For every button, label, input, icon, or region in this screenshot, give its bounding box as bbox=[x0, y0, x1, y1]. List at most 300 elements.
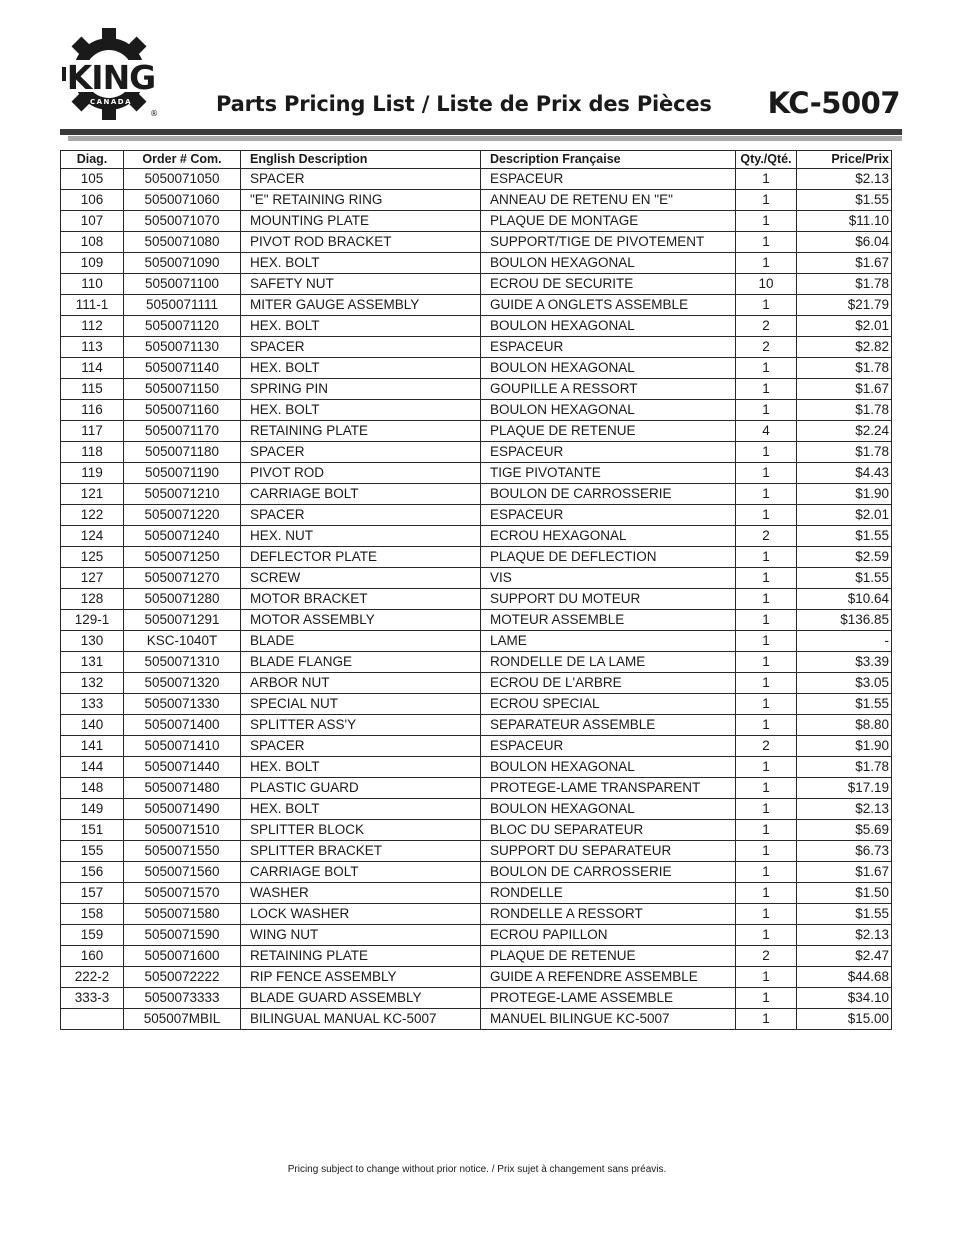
parts-table bbox=[60, 150, 892, 1030]
cell-english: "E" RETAINING RING bbox=[241, 190, 481, 211]
cell-order: 5050071070 bbox=[124, 211, 241, 232]
cell-order: 5050071330 bbox=[124, 694, 241, 715]
cell-diag: 129-1 bbox=[61, 610, 124, 631]
cell-order: 5050071440 bbox=[124, 757, 241, 778]
cell-english: ARBOR NUT bbox=[241, 673, 481, 694]
cell-english: SPLITTER ASS'Y bbox=[241, 715, 481, 736]
cell-price: $4.43 bbox=[797, 463, 892, 484]
cell-english: RETAINING PLATE bbox=[241, 946, 481, 967]
cell-french: TIGE PIVOTANTE bbox=[481, 463, 736, 484]
cell-price: $1.78 bbox=[797, 358, 892, 379]
cell-price: $1.67 bbox=[797, 253, 892, 274]
table-row bbox=[61, 442, 892, 463]
cell-order: 5050071480 bbox=[124, 778, 241, 799]
table-row bbox=[61, 505, 892, 526]
cell-diag: 107 bbox=[61, 211, 124, 232]
cell-order: 5050071060 bbox=[124, 190, 241, 211]
cell-english: HEX. BOLT bbox=[241, 400, 481, 421]
cell-qty: 1 bbox=[736, 547, 797, 568]
cell-order: 5050071291 bbox=[124, 610, 241, 631]
cell-price: $1.78 bbox=[797, 442, 892, 463]
cell-qty: 1 bbox=[736, 820, 797, 841]
cell-english: CARRIAGE BOLT bbox=[241, 484, 481, 505]
cell-price: $17.19 bbox=[797, 778, 892, 799]
cell-french: MOTEUR ASSEMBLE bbox=[481, 610, 736, 631]
cell-french: PROTEGE-LAME ASSEMBLE bbox=[481, 988, 736, 1009]
cell-french: RONDELLE bbox=[481, 883, 736, 904]
cell-french: BLOC DU SEPARATEUR bbox=[481, 820, 736, 841]
cell-english: BLADE bbox=[241, 631, 481, 652]
cell-order: 5050071111 bbox=[124, 295, 241, 316]
cell-qty: 1 bbox=[736, 862, 797, 883]
cell-french: SUPPORT DU SEPARATEUR bbox=[481, 841, 736, 862]
cell-price: $34.10 bbox=[797, 988, 892, 1009]
cell-order: 5050071550 bbox=[124, 841, 241, 862]
cell-diag: 108 bbox=[61, 232, 124, 253]
cell-french: BOULON HEXAGONAL bbox=[481, 400, 736, 421]
cell-price: $1.50 bbox=[797, 883, 892, 904]
table-row bbox=[61, 568, 892, 589]
cell-order: 5050071210 bbox=[124, 484, 241, 505]
cell-order: 505007MBIL bbox=[124, 1009, 241, 1030]
logo-wordmark: KING bbox=[66, 58, 156, 97]
cell-french: BOULON DE CARROSSERIE bbox=[481, 862, 736, 883]
cell-price: $2.24 bbox=[797, 421, 892, 442]
cell-price: $5.69 bbox=[797, 820, 892, 841]
cell-english: BILINGUAL MANUAL KC-5007 bbox=[241, 1009, 481, 1030]
cell-price: $3.05 bbox=[797, 673, 892, 694]
cell-french: ESPACEUR bbox=[481, 169, 736, 190]
header-price: Price/Prix bbox=[797, 151, 892, 169]
table-row bbox=[61, 988, 892, 1009]
cell-qty: 1 bbox=[736, 358, 797, 379]
cell-price: $2.13 bbox=[797, 925, 892, 946]
cell-order: 5050071570 bbox=[124, 883, 241, 904]
table-row bbox=[61, 589, 892, 610]
header-english: English Description bbox=[241, 151, 481, 169]
cell-diag bbox=[61, 1009, 124, 1030]
table-row bbox=[61, 358, 892, 379]
cell-order: 5050071100 bbox=[124, 274, 241, 295]
cell-diag: 117 bbox=[61, 421, 124, 442]
page-title: Parts Pricing List / Liste de Prix des Pièces bbox=[216, 92, 712, 116]
cell-english: HEX. BOLT bbox=[241, 316, 481, 337]
cell-qty: 2 bbox=[736, 316, 797, 337]
cell-french: BOULON HEXAGONAL bbox=[481, 757, 736, 778]
cell-qty: 1 bbox=[736, 169, 797, 190]
cell-french: GUIDE A ONGLETS ASSEMBLE bbox=[481, 295, 736, 316]
cell-french: ANNEAU DE RETENU EN "E" bbox=[481, 190, 736, 211]
cell-diag: 157 bbox=[61, 883, 124, 904]
cell-qty: 1 bbox=[736, 883, 797, 904]
cell-order: 5050073333 bbox=[124, 988, 241, 1009]
cell-qty: 1 bbox=[736, 589, 797, 610]
header-order: Order # Com. bbox=[124, 151, 241, 169]
cell-diag: 160 bbox=[61, 946, 124, 967]
table-row bbox=[61, 904, 892, 925]
cell-french: BOULON HEXAGONAL bbox=[481, 316, 736, 337]
table-row bbox=[61, 463, 892, 484]
cell-order: 5050071600 bbox=[124, 946, 241, 967]
table-row bbox=[61, 232, 892, 253]
cell-qty: 1 bbox=[736, 799, 797, 820]
cell-qty: 1 bbox=[736, 988, 797, 1009]
cell-french: ESPACEUR bbox=[481, 736, 736, 757]
cell-price: $8.80 bbox=[797, 715, 892, 736]
cell-price: $2.13 bbox=[797, 799, 892, 820]
cell-diag: 121 bbox=[61, 484, 124, 505]
cell-french: SUPPORT/TIGE DE PIVOTEMENT bbox=[481, 232, 736, 253]
table-row bbox=[61, 631, 892, 652]
table-row bbox=[61, 610, 892, 631]
cell-order: 5050071190 bbox=[124, 463, 241, 484]
cell-french: PLAQUE DE RETENUE bbox=[481, 421, 736, 442]
cell-qty: 1 bbox=[736, 190, 797, 211]
cell-french: BOULON HEXAGONAL bbox=[481, 253, 736, 274]
cell-order: 5050071080 bbox=[124, 232, 241, 253]
table-row bbox=[61, 778, 892, 799]
cell-qty: 1 bbox=[736, 232, 797, 253]
cell-english: MOTOR ASSEMBLY bbox=[241, 610, 481, 631]
cell-english: WING NUT bbox=[241, 925, 481, 946]
cell-diag: 127 bbox=[61, 568, 124, 589]
cell-qty: 1 bbox=[736, 967, 797, 988]
cell-diag: 132 bbox=[61, 673, 124, 694]
table-row bbox=[61, 379, 892, 400]
cell-diag: 115 bbox=[61, 379, 124, 400]
cell-diag: 118 bbox=[61, 442, 124, 463]
table-row bbox=[61, 862, 892, 883]
table-row bbox=[61, 799, 892, 820]
cell-english: SPACER bbox=[241, 337, 481, 358]
cell-french: BOULON DE CARROSSERIE bbox=[481, 484, 736, 505]
cell-price: $1.67 bbox=[797, 379, 892, 400]
cell-english: RIP FENCE ASSEMBLY bbox=[241, 967, 481, 988]
cell-qty: 1 bbox=[736, 841, 797, 862]
cell-price: $1.55 bbox=[797, 190, 892, 211]
cell-english: MOTOR BRACKET bbox=[241, 589, 481, 610]
table-row bbox=[61, 967, 892, 988]
cell-diag: 105 bbox=[61, 169, 124, 190]
cell-french: PLAQUE DE MONTAGE bbox=[481, 211, 736, 232]
cell-price: $1.55 bbox=[797, 568, 892, 589]
cell-english: SCREW bbox=[241, 568, 481, 589]
cell-english: PIVOT ROD bbox=[241, 463, 481, 484]
cell-diag: 113 bbox=[61, 337, 124, 358]
cell-diag: 155 bbox=[61, 841, 124, 862]
cell-order: KSC-1040T bbox=[124, 631, 241, 652]
cell-english: SPRING PIN bbox=[241, 379, 481, 400]
cell-price: $44.68 bbox=[797, 967, 892, 988]
cell-diag: 114 bbox=[61, 358, 124, 379]
cell-french: BOULON HEXAGONAL bbox=[481, 799, 736, 820]
cell-price: $6.04 bbox=[797, 232, 892, 253]
cell-qty: 1 bbox=[736, 673, 797, 694]
cell-french: GUIDE A REFENDRE ASSEMBLE bbox=[481, 967, 736, 988]
cell-english: RETAINING PLATE bbox=[241, 421, 481, 442]
logo-subtext: CANADA bbox=[89, 98, 133, 106]
cell-french: PLAQUE DE RETENUE bbox=[481, 946, 736, 967]
cell-order: 5050071560 bbox=[124, 862, 241, 883]
cell-price: $1.55 bbox=[797, 694, 892, 715]
cell-diag: 110 bbox=[61, 274, 124, 295]
cell-english: WASHER bbox=[241, 883, 481, 904]
cell-qty: 1 bbox=[736, 295, 797, 316]
cell-qty: 1 bbox=[736, 484, 797, 505]
cell-order: 5050071090 bbox=[124, 253, 241, 274]
cell-diag: 112 bbox=[61, 316, 124, 337]
cell-french: ECROU DE SECURITE bbox=[481, 274, 736, 295]
cell-diag: 111-1 bbox=[61, 295, 124, 316]
cell-english: PLASTIC GUARD bbox=[241, 778, 481, 799]
cell-price: $2.01 bbox=[797, 505, 892, 526]
cell-qty: 1 bbox=[736, 253, 797, 274]
cell-order: 5050071170 bbox=[124, 421, 241, 442]
table-row bbox=[61, 925, 892, 946]
header-qty: Qty./Qté. bbox=[736, 151, 797, 169]
cell-french: RONDELLE DE LA LAME bbox=[481, 652, 736, 673]
cell-price: $1.78 bbox=[797, 400, 892, 421]
table-row bbox=[61, 820, 892, 841]
cell-qty: 1 bbox=[736, 379, 797, 400]
cell-french: ECROU HEXAGONAL bbox=[481, 526, 736, 547]
cell-english: HEX. BOLT bbox=[241, 358, 481, 379]
cell-price: $6.73 bbox=[797, 841, 892, 862]
cell-diag: 158 bbox=[61, 904, 124, 925]
cell-french: RONDELLE A RESSORT bbox=[481, 904, 736, 925]
cell-qty: 1 bbox=[736, 757, 797, 778]
cell-order: 5050071160 bbox=[124, 400, 241, 421]
table-row bbox=[61, 526, 892, 547]
cell-french: ECROU SPECIAL bbox=[481, 694, 736, 715]
cell-price: $21.79 bbox=[797, 295, 892, 316]
cell-price: $11.10 bbox=[797, 211, 892, 232]
table-row bbox=[61, 211, 892, 232]
cell-price: $136.85 bbox=[797, 610, 892, 631]
cell-order: 5050071130 bbox=[124, 337, 241, 358]
cell-french: MANUEL BILINGUE KC-5007 bbox=[481, 1009, 736, 1030]
cell-diag: 128 bbox=[61, 589, 124, 610]
cell-qty: 1 bbox=[736, 211, 797, 232]
header-rule-shadow bbox=[68, 136, 902, 141]
cell-diag: 119 bbox=[61, 463, 124, 484]
cell-order: 5050071310 bbox=[124, 652, 241, 673]
cell-order: 5050071240 bbox=[124, 526, 241, 547]
cell-order: 5050071270 bbox=[124, 568, 241, 589]
cell-english: HEX. BOLT bbox=[241, 757, 481, 778]
cell-french: BOULON HEXAGONAL bbox=[481, 358, 736, 379]
cell-order: 5050071150 bbox=[124, 379, 241, 400]
cell-order: 5050071120 bbox=[124, 316, 241, 337]
cell-diag: 131 bbox=[61, 652, 124, 673]
cell-price: $10.64 bbox=[797, 589, 892, 610]
cell-diag: 125 bbox=[61, 547, 124, 568]
king-canada-logo bbox=[62, 26, 160, 126]
cell-diag: 149 bbox=[61, 799, 124, 820]
cell-diag: 130 bbox=[61, 631, 124, 652]
table-row bbox=[61, 421, 892, 442]
cell-qty: 1 bbox=[736, 1009, 797, 1030]
cell-french: VIS bbox=[481, 568, 736, 589]
cell-order: 5050071510 bbox=[124, 820, 241, 841]
table-row bbox=[61, 547, 892, 568]
cell-qty: 4 bbox=[736, 421, 797, 442]
cell-english: DEFLECTOR PLATE bbox=[241, 547, 481, 568]
table-row bbox=[61, 337, 892, 358]
cell-french: PLAQUE DE DEFLECTION bbox=[481, 547, 736, 568]
table-row bbox=[61, 736, 892, 757]
cell-french: ECROU PAPILLON bbox=[481, 925, 736, 946]
table-row bbox=[61, 253, 892, 274]
cell-price: $2.13 bbox=[797, 169, 892, 190]
cell-order: 5050071400 bbox=[124, 715, 241, 736]
cell-french: SEPARATEUR ASSEMBLE bbox=[481, 715, 736, 736]
cell-diag: 141 bbox=[61, 736, 124, 757]
table-row bbox=[61, 946, 892, 967]
cell-diag: 333-3 bbox=[61, 988, 124, 1009]
cell-order: 5050071280 bbox=[124, 589, 241, 610]
table-row bbox=[61, 190, 892, 211]
cell-qty: 1 bbox=[736, 463, 797, 484]
cell-price: - bbox=[797, 631, 892, 652]
cell-english: BLADE GUARD ASSEMBLY bbox=[241, 988, 481, 1009]
cell-price: $2.82 bbox=[797, 337, 892, 358]
model-number: KC-5007 bbox=[767, 86, 900, 120]
cell-french: PROTEGE-LAME TRANSPARENT bbox=[481, 778, 736, 799]
cell-french: ESPACEUR bbox=[481, 442, 736, 463]
cell-diag: 159 bbox=[61, 925, 124, 946]
cell-order: 5050072222 bbox=[124, 967, 241, 988]
table-row bbox=[61, 484, 892, 505]
cell-price: $1.90 bbox=[797, 484, 892, 505]
cell-english: HEX. BOLT bbox=[241, 253, 481, 274]
cell-qty: 1 bbox=[736, 925, 797, 946]
cell-diag: 133 bbox=[61, 694, 124, 715]
cell-price: $1.67 bbox=[797, 862, 892, 883]
cell-english: PIVOT ROD BRACKET bbox=[241, 232, 481, 253]
table-row bbox=[61, 274, 892, 295]
cell-price: $15.00 bbox=[797, 1009, 892, 1030]
cell-english: MOUNTING PLATE bbox=[241, 211, 481, 232]
cell-english: SAFETY NUT bbox=[241, 274, 481, 295]
cell-price: $2.47 bbox=[797, 946, 892, 967]
cell-order: 5050071050 bbox=[124, 169, 241, 190]
cell-english: SPACER bbox=[241, 169, 481, 190]
header-french: Description Française bbox=[481, 151, 736, 169]
table-row bbox=[61, 1009, 892, 1030]
cell-price: $1.55 bbox=[797, 904, 892, 925]
cell-qty: 2 bbox=[736, 946, 797, 967]
cell-english: MITER GAUGE ASSEMBLY bbox=[241, 295, 481, 316]
cell-diag: 140 bbox=[61, 715, 124, 736]
cell-english: SPACER bbox=[241, 442, 481, 463]
cell-order: 5050071410 bbox=[124, 736, 241, 757]
table-row bbox=[61, 715, 892, 736]
cell-order: 5050071220 bbox=[124, 505, 241, 526]
cell-english: BLADE FLANGE bbox=[241, 652, 481, 673]
cell-english: SPLITTER BRACKET bbox=[241, 841, 481, 862]
cell-order: 5050071320 bbox=[124, 673, 241, 694]
table-row bbox=[61, 673, 892, 694]
cell-diag: 124 bbox=[61, 526, 124, 547]
cell-english: HEX. NUT bbox=[241, 526, 481, 547]
cell-qty: 2 bbox=[736, 736, 797, 757]
cell-diag: 222-2 bbox=[61, 967, 124, 988]
table-row bbox=[61, 400, 892, 421]
cell-english: SPACER bbox=[241, 505, 481, 526]
cell-order: 5050071140 bbox=[124, 358, 241, 379]
cell-price: $1.78 bbox=[797, 274, 892, 295]
cell-english: SPECIAL NUT bbox=[241, 694, 481, 715]
cell-qty: 1 bbox=[736, 652, 797, 673]
cell-french: GOUPILLE A RESSORT bbox=[481, 379, 736, 400]
cell-diag: 122 bbox=[61, 505, 124, 526]
table-row bbox=[61, 316, 892, 337]
cell-french: ESPACEUR bbox=[481, 337, 736, 358]
cell-qty: 10 bbox=[736, 274, 797, 295]
cell-price: $3.39 bbox=[797, 652, 892, 673]
cell-diag: 156 bbox=[61, 862, 124, 883]
cell-qty: 2 bbox=[736, 526, 797, 547]
cell-qty: 2 bbox=[736, 337, 797, 358]
cell-order: 5050071490 bbox=[124, 799, 241, 820]
cell-english: SPLITTER BLOCK bbox=[241, 820, 481, 841]
pricing-note: Pricing subject to change without prior notice. / Prix sujet à changement sans préavis. bbox=[287, 1164, 667, 1175]
cell-english: SPACER bbox=[241, 736, 481, 757]
table-row bbox=[61, 883, 892, 904]
cell-price: $2.59 bbox=[797, 547, 892, 568]
cell-qty: 1 bbox=[736, 610, 797, 631]
cell-order: 5050071590 bbox=[124, 925, 241, 946]
cell-qty: 1 bbox=[736, 694, 797, 715]
cell-english: LOCK WASHER bbox=[241, 904, 481, 925]
table-header-row bbox=[61, 151, 892, 169]
cell-qty: 1 bbox=[736, 904, 797, 925]
cell-diag: 151 bbox=[61, 820, 124, 841]
cell-price: $1.55 bbox=[797, 526, 892, 547]
cell-qty: 1 bbox=[736, 631, 797, 652]
cell-price: $1.78 bbox=[797, 757, 892, 778]
header-diag: Diag. bbox=[61, 151, 124, 169]
cell-french: LAME bbox=[481, 631, 736, 652]
cell-order: 5050071580 bbox=[124, 904, 241, 925]
cell-order: 5050071180 bbox=[124, 442, 241, 463]
cell-qty: 1 bbox=[736, 442, 797, 463]
table-row bbox=[61, 652, 892, 673]
cell-qty: 1 bbox=[736, 568, 797, 589]
cell-diag: 144 bbox=[61, 757, 124, 778]
table-row bbox=[61, 295, 892, 316]
cell-price: $2.01 bbox=[797, 316, 892, 337]
cell-english: CARRIAGE BOLT bbox=[241, 862, 481, 883]
cell-qty: 1 bbox=[736, 778, 797, 799]
cell-qty: 1 bbox=[736, 715, 797, 736]
table-row bbox=[61, 694, 892, 715]
registered-mark: ® bbox=[150, 109, 158, 118]
cell-diag: 148 bbox=[61, 778, 124, 799]
cell-qty: 1 bbox=[736, 505, 797, 526]
table-row bbox=[61, 841, 892, 862]
cell-english: HEX. BOLT bbox=[241, 799, 481, 820]
cell-french: ESPACEUR bbox=[481, 505, 736, 526]
cell-diag: 109 bbox=[61, 253, 124, 274]
cell-order: 5050071250 bbox=[124, 547, 241, 568]
cell-qty: 1 bbox=[736, 400, 797, 421]
cell-diag: 106 bbox=[61, 190, 124, 211]
cell-french: ECROU DE L'ARBRE bbox=[481, 673, 736, 694]
header-rule bbox=[60, 129, 902, 135]
cell-price: $1.90 bbox=[797, 736, 892, 757]
